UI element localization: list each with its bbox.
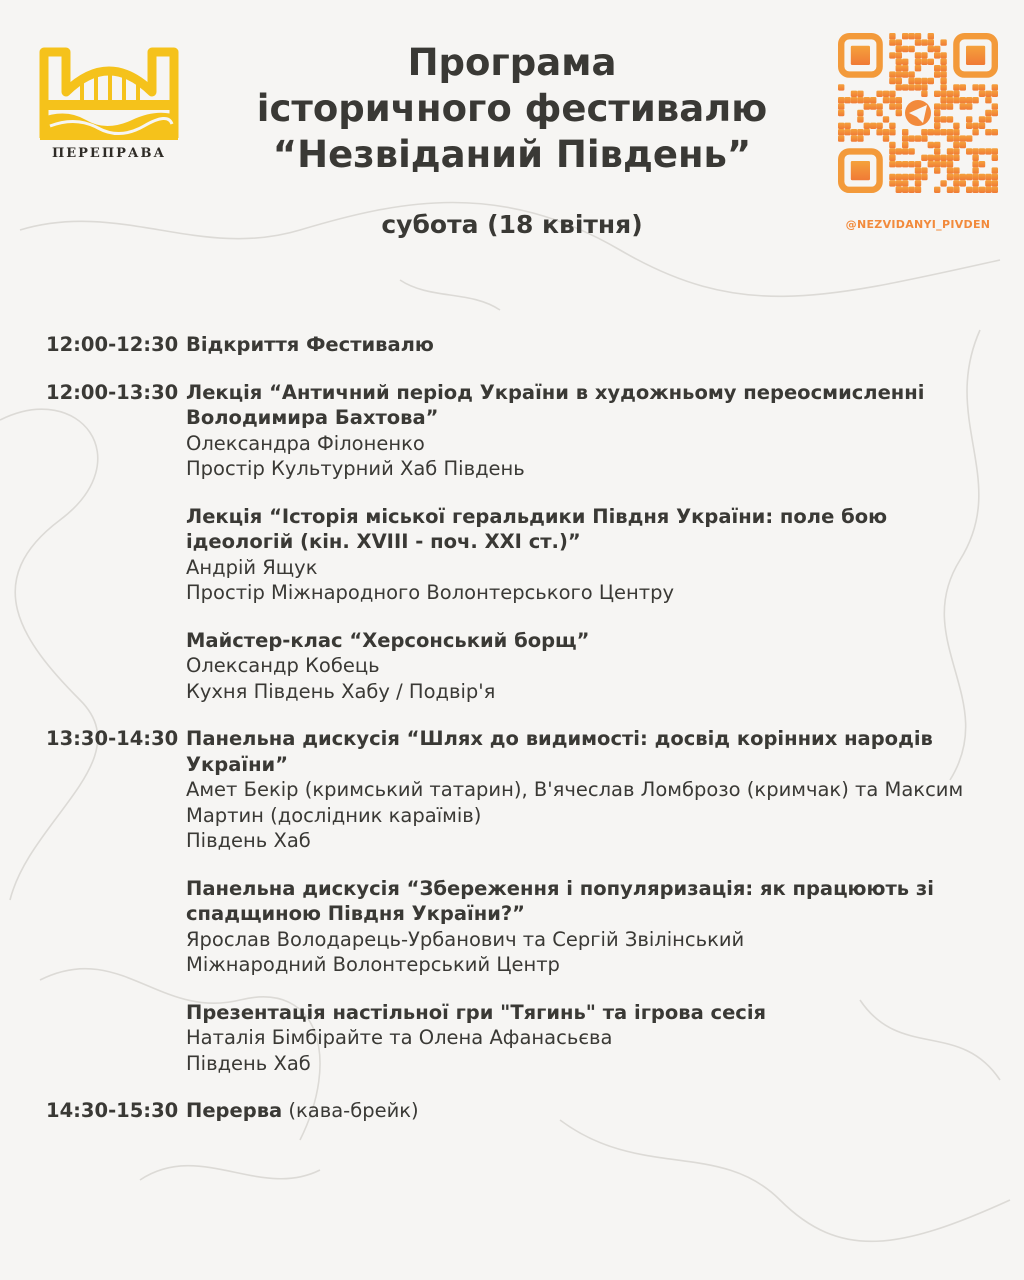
- qr-module: [851, 97, 857, 103]
- event-title: [186, 504, 986, 555]
- qr-module: [985, 110, 991, 116]
- qr-module: [979, 174, 985, 180]
- schedule-slot: [46, 332, 986, 358]
- qr-module: [902, 33, 908, 39]
- qr-module: [889, 174, 895, 180]
- qr-module: [979, 84, 985, 90]
- qr-module: [972, 167, 978, 173]
- qr-module: [908, 161, 914, 167]
- qr-module: [896, 59, 902, 65]
- qr-module: [921, 78, 927, 84]
- qr-module: [985, 116, 991, 122]
- event-title-text: Презентація настільної гри "Тягинь" та ігрова сесія: [186, 1000, 767, 1024]
- qr-module: [972, 84, 978, 90]
- schedule-slot: [46, 380, 986, 705]
- qr-module: [908, 71, 914, 77]
- qr-module: [985, 187, 991, 193]
- event-speakers: Наталія Бімбірайте та Олена Афанасьєва: [186, 1026, 613, 1049]
- event-title: [186, 380, 986, 431]
- qr-module: [934, 161, 940, 167]
- qr-module: [934, 148, 940, 154]
- qr-module: [915, 84, 921, 90]
- event-title: [186, 1098, 986, 1124]
- qr-module: [889, 39, 895, 45]
- qr-module: [838, 135, 844, 141]
- qr-module: [934, 103, 940, 109]
- qr-module: [928, 129, 934, 135]
- qr-module: [966, 135, 972, 141]
- qr-module: [985, 180, 991, 186]
- qr-module: [902, 180, 908, 186]
- qr-module: [851, 91, 857, 97]
- qr-module: [979, 187, 985, 193]
- event-title-text: Перерва: [186, 1099, 283, 1122]
- qr-module: [953, 180, 959, 186]
- qr-module: [844, 129, 850, 135]
- event-location: Простір Міжнародного Волонтерського Центру: [186, 581, 675, 604]
- qr-module: [838, 129, 844, 135]
- qr-module: [928, 46, 934, 52]
- qr-module: [947, 135, 953, 141]
- qr-module: [979, 123, 985, 129]
- qr-module: [921, 155, 927, 161]
- qr-module: [985, 148, 991, 154]
- event-title-suffix: (кава-брейк): [282, 1099, 419, 1122]
- time-label: 12:00-13:30: [46, 380, 179, 404]
- qr-module: [915, 65, 921, 71]
- qr-module: [908, 84, 914, 90]
- qr-module: [953, 142, 959, 148]
- qr-module: [864, 103, 870, 109]
- event-title-text: Панельна дискусія “Збереження і популяризація: як працюють зі спадщиною Півдня України?”: [186, 876, 934, 925]
- qr-module: [947, 174, 953, 180]
- qr-module: [953, 135, 959, 141]
- qr-module: [921, 174, 927, 180]
- qr-module: [953, 187, 959, 193]
- qr-module: [921, 84, 927, 90]
- qr-module: [889, 123, 895, 129]
- qr-module: [947, 97, 953, 103]
- qr-module: [972, 97, 978, 103]
- qr-module: [940, 161, 946, 167]
- qr-module: [972, 187, 978, 193]
- qr-module: [838, 84, 844, 90]
- qr-module: [883, 129, 889, 135]
- qr-module: [902, 65, 908, 71]
- event-location: Кухня Південь Хабу / Подвір'я: [186, 679, 496, 703]
- qr-module: [896, 84, 902, 90]
- qr-module: [915, 180, 921, 186]
- qr-module: [921, 52, 927, 58]
- event-title: [186, 628, 986, 654]
- qr-module: [902, 71, 908, 77]
- qr-module: [940, 103, 946, 109]
- qr-module: [851, 129, 857, 135]
- qr-module: [960, 142, 966, 148]
- qr-module: [940, 116, 946, 122]
- event-speakers: Андрій Ящук: [186, 555, 318, 579]
- qr-module: [896, 103, 902, 109]
- qr-module: [979, 148, 985, 154]
- qr-module: [876, 110, 882, 116]
- event-item: [186, 876, 986, 978]
- qr-module: [908, 33, 914, 39]
- qr-module: [883, 97, 889, 103]
- qr-module: [972, 155, 978, 161]
- qr-module: [889, 148, 895, 154]
- qr-module: [876, 91, 882, 97]
- qr-module: [992, 84, 998, 90]
- event-speakers: Олександр Кобець: [186, 654, 380, 677]
- qr-module: [972, 174, 978, 180]
- qr-module: [972, 148, 978, 154]
- qr-module: [992, 187, 998, 193]
- qr-module: [870, 97, 876, 103]
- qr-module: [992, 110, 998, 116]
- qr-module: [934, 155, 940, 161]
- qr-module: [921, 59, 927, 65]
- event-location: Міжнародний Волонтерський Центр: [186, 953, 560, 976]
- qr-finder-center: [851, 46, 870, 65]
- qr-module: [915, 39, 921, 45]
- qr-module: [908, 187, 914, 193]
- qr-module: [985, 91, 991, 97]
- qr-module: [889, 129, 895, 135]
- qr-module: [889, 97, 895, 103]
- qr-module: [896, 46, 902, 52]
- qr-module: [992, 174, 998, 180]
- qr-module: [940, 180, 946, 186]
- qr-module: [921, 91, 927, 97]
- qr-module: [966, 174, 972, 180]
- schedule-slot: [46, 1098, 986, 1124]
- qr-module: [921, 135, 927, 141]
- qr-module: [953, 97, 959, 103]
- logo-text: ПЕРЕПРАВА: [51, 146, 167, 161]
- event-speakers: Амет Бекір (кримський татарин), В'ячеслав Ломброзо (кримчак) та Максим Мартин (дослідник караїмів): [186, 778, 964, 827]
- event-item: [186, 1000, 986, 1077]
- qr-module: [896, 148, 902, 154]
- qr-module: [896, 65, 902, 71]
- event-title-text: Майстер-клас “Херсонський борщ”: [186, 628, 590, 652]
- qr-finder-center: [851, 161, 870, 180]
- qr-module: [972, 180, 978, 186]
- qr-module: [864, 123, 870, 129]
- qr-module: [985, 97, 991, 103]
- qr-module: [947, 161, 953, 167]
- qr-module: [992, 180, 998, 186]
- qr-module: [953, 129, 959, 135]
- title-line: Програма: [407, 41, 617, 84]
- qr-module: [902, 142, 908, 148]
- qr-module: [838, 123, 844, 129]
- qr-module: [940, 52, 946, 58]
- qr-module: [908, 78, 914, 84]
- qr-module: [889, 33, 895, 39]
- qr-module: [902, 84, 908, 90]
- qr-module: [896, 39, 902, 45]
- event-item: [186, 726, 986, 854]
- qr-module: [896, 174, 902, 180]
- qr-module: [934, 142, 940, 148]
- qr-module: [947, 148, 953, 154]
- qr-module: [934, 110, 940, 116]
- event-title-text: Відкриття Фестивалю: [186, 333, 434, 356]
- event-speakers: Олександра Філоненко: [186, 431, 425, 455]
- qr-module: [940, 129, 946, 135]
- qr-finder-center: [966, 46, 985, 65]
- qr-module: [915, 78, 921, 84]
- qr-module: [940, 39, 946, 45]
- qr-module: [857, 91, 863, 97]
- qr-module: [908, 148, 914, 154]
- qr-module: [896, 110, 902, 116]
- qr-module: [889, 71, 895, 77]
- qr-module: [928, 142, 934, 148]
- qr-module: [934, 167, 940, 173]
- qr-module: [896, 78, 902, 84]
- qr-module: [979, 91, 985, 97]
- title-line: історичного фестивалю: [256, 87, 768, 130]
- qr-module: [908, 135, 914, 141]
- qr-module: [940, 59, 946, 65]
- qr-module: [928, 161, 934, 167]
- qr-module: [889, 161, 895, 167]
- qr-module: [928, 59, 934, 65]
- qr-module: [915, 33, 921, 39]
- event-title: [186, 1000, 986, 1026]
- event-item: [186, 504, 986, 606]
- qr-module: [940, 91, 946, 97]
- qr-module: [896, 187, 902, 193]
- qr-module: [934, 52, 940, 58]
- qr-module: [966, 97, 972, 103]
- qr-module: [953, 123, 959, 129]
- qr-module: [902, 46, 908, 52]
- qr-module: [966, 103, 972, 109]
- qr-module: [902, 187, 908, 193]
- qr-module: [902, 59, 908, 65]
- page-title: [190, 40, 834, 178]
- qr-module: [883, 135, 889, 141]
- qr-module: [915, 161, 921, 167]
- qr-module: [921, 39, 927, 45]
- event-speakers: Ярослав Володарець-Урбанович та Сергій Звілінський: [186, 927, 745, 951]
- qr-module: [953, 84, 959, 90]
- qr-module: [992, 129, 998, 135]
- qr-module: [947, 155, 953, 161]
- qr-module: [915, 135, 921, 141]
- qr-module: [902, 129, 908, 135]
- qr-module: [857, 135, 863, 141]
- bridge-logo-icon: [36, 42, 182, 142]
- event-title-text: Лекція “Історія міської геральдики Півдня України: поле бою ідеологій (кін. XVIII - поч. XXI ст.)”: [186, 504, 888, 553]
- qr-module: [902, 161, 908, 167]
- qr-module: [915, 167, 921, 173]
- qr-module: [915, 187, 921, 193]
- qr-module: [883, 91, 889, 97]
- qr-module: [992, 155, 998, 161]
- qr-module: [979, 161, 985, 167]
- qr-module: [928, 78, 934, 84]
- qr-module: [992, 148, 998, 154]
- qr-module: [902, 148, 908, 154]
- date-subtitle: субота (18 квітня): [381, 210, 643, 239]
- qr-module: [889, 52, 895, 58]
- qr-module: [857, 129, 863, 135]
- qr-module: [889, 180, 895, 186]
- qr-module: [953, 167, 959, 173]
- event-title-text: Панельна дискусія “Шлях до видимості: досвід корінних народів України”: [186, 727, 933, 776]
- qr-module: [953, 91, 959, 97]
- event-title: [186, 332, 986, 358]
- qr-module: [896, 161, 902, 167]
- qr-module: [947, 167, 953, 173]
- event-location: Південь Хаб: [186, 1051, 311, 1075]
- qr-module: [960, 84, 966, 90]
- qr-module: [915, 174, 921, 180]
- qr-module: [934, 123, 940, 129]
- qr-module: [947, 103, 953, 109]
- qr-module: [876, 123, 882, 129]
- qr-module: [928, 39, 934, 45]
- event-item: [186, 1098, 986, 1124]
- qr-module: [902, 174, 908, 180]
- qr-module: [940, 97, 946, 103]
- qr-module: [940, 155, 946, 161]
- qr-module: [966, 123, 972, 129]
- qr-module: [940, 65, 946, 71]
- qr-module: [838, 103, 844, 109]
- qr-module: [896, 71, 902, 77]
- qr-module: [857, 97, 863, 103]
- qr-module: [940, 78, 946, 84]
- social-handle[interactable]: @NEZVIDANYI_PIVDEN: [845, 218, 991, 231]
- qr-module: [992, 91, 998, 97]
- event-title: [186, 876, 986, 927]
- qr-module: [928, 155, 934, 161]
- qr-module: [960, 97, 966, 103]
- qr-module: [844, 123, 850, 129]
- qr-module: [940, 71, 946, 77]
- qr-module: [953, 148, 959, 154]
- event-location: Південь Хаб: [186, 829, 311, 852]
- logo: [36, 42, 182, 166]
- time-label: 14:30-15:30: [46, 1099, 179, 1122]
- qr-module: [870, 123, 876, 129]
- qr-module: [889, 91, 895, 97]
- qr-module: [902, 135, 908, 141]
- qr-module: [876, 103, 882, 109]
- qr-module: [972, 161, 978, 167]
- qr-module: [979, 116, 985, 122]
- qr-module: [857, 110, 863, 116]
- qr-module: [960, 103, 966, 109]
- qr-module: [992, 103, 998, 109]
- qr-module: [972, 129, 978, 135]
- telegram-icon: [905, 100, 931, 126]
- qr-module: [934, 46, 940, 52]
- qr-module: [908, 174, 914, 180]
- qr-module: [896, 97, 902, 103]
- qr-module: [934, 116, 940, 122]
- qr-module: [838, 97, 844, 103]
- qr-module: [960, 135, 966, 141]
- qr-module: [921, 167, 927, 173]
- qr-module: [921, 129, 927, 135]
- qr-module: [889, 103, 895, 109]
- qr-module: [876, 129, 882, 135]
- qr-module: [857, 116, 863, 122]
- qr-module: [915, 52, 921, 58]
- title-line: “Незвіданий Південь”: [272, 133, 752, 176]
- qr-module: [883, 116, 889, 122]
- event-location: Простір Культурний Хаб Південь: [186, 457, 525, 480]
- qr-code[interactable]: [838, 33, 998, 193]
- event-item: [186, 628, 986, 705]
- qr-module: [889, 142, 895, 148]
- qr-module: [947, 187, 953, 193]
- qr-module: [934, 91, 940, 97]
- qr-module: [838, 110, 844, 116]
- qr-module: [934, 65, 940, 71]
- schedule-slot: [46, 726, 986, 1076]
- qr-module: [960, 174, 966, 180]
- event-item: [186, 380, 986, 482]
- qr-module: [953, 155, 959, 161]
- event-title-text: Лекція “Античний період України в художньому переосмисленні Володимира Бахтова”: [186, 380, 925, 429]
- qr-module: [915, 59, 921, 65]
- qr-module: [844, 97, 850, 103]
- qr-module: [934, 129, 940, 135]
- qr-module: [896, 180, 902, 186]
- qr-module: [947, 129, 953, 135]
- qr-module: [864, 129, 870, 135]
- qr-module: [953, 174, 959, 180]
- qr-module: [972, 123, 978, 129]
- qr-module: [985, 129, 991, 135]
- qr-module: [928, 33, 934, 39]
- qr-module: [940, 84, 946, 90]
- qr-module: [966, 116, 972, 122]
- qr-module: [934, 71, 940, 77]
- qr-module: [985, 174, 991, 180]
- qr-module: [889, 78, 895, 84]
- qr-module: [960, 180, 966, 186]
- schedule: [46, 332, 986, 1146]
- qr-module: [870, 103, 876, 109]
- qr-module: [864, 97, 870, 103]
- qr-module: [851, 135, 857, 141]
- qr-module: [896, 52, 902, 58]
- qr-module: [947, 116, 953, 122]
- qr-module: [889, 155, 895, 161]
- qr-module: [947, 91, 953, 97]
- qr-module: [908, 46, 914, 52]
- time-label: 12:00-12:30: [46, 333, 179, 356]
- time-label: 13:30-14:30: [46, 727, 179, 750]
- event-title: [186, 726, 986, 777]
- qr-module: [966, 187, 972, 193]
- qr-module: [934, 187, 940, 193]
- qr-module: [966, 148, 972, 154]
- qr-module: [992, 167, 998, 173]
- event-item: [186, 332, 986, 358]
